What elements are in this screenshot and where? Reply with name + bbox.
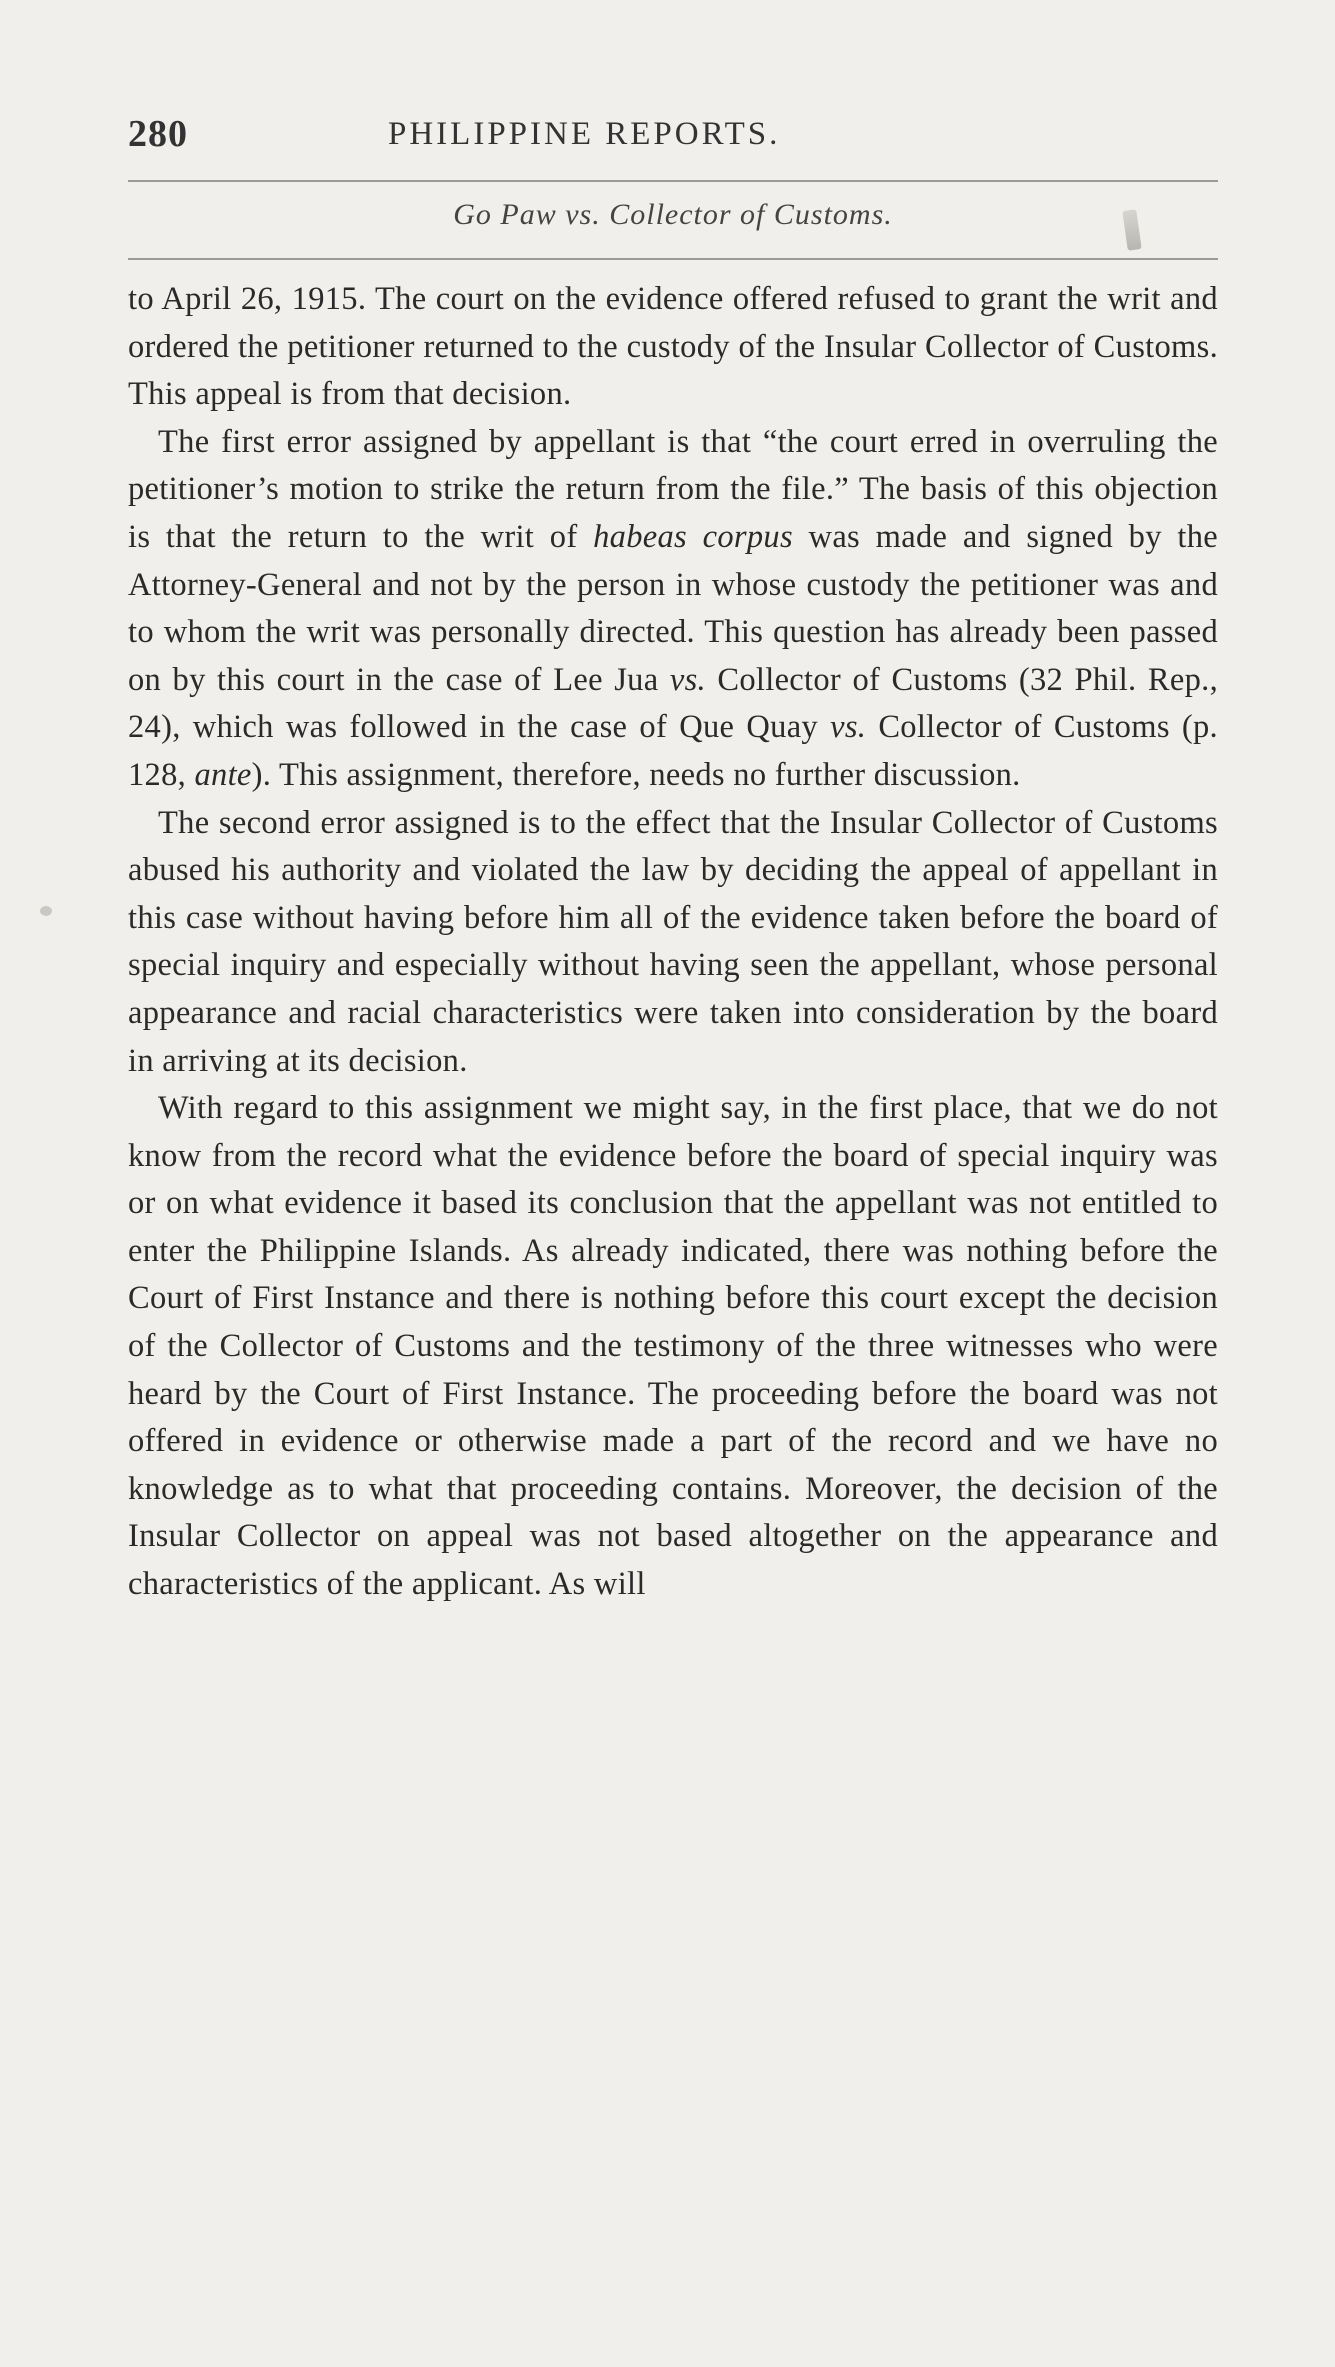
text-span: ). This assignment, therefore, needs no further discussion. <box>251 756 1021 793</box>
reporter-title: PHILIPPINE REPORTS. <box>388 116 781 152</box>
text-span: The first error assigned by appellant is that “the court erred in overruling the petitioner’s motion to strike the return from the file.” The basis of this objection is that the return to the writ of <box>128 423 1218 555</box>
header-rule-top <box>128 180 1218 182</box>
margin-mark <box>40 906 52 916</box>
opinion-body <box>128 276 1218 1609</box>
page-number: 280 <box>128 113 188 155</box>
italic-term: vs. <box>830 709 867 746</box>
paragraph-continuation: to April 26, 1915. The court on the evidence offered refused to grant the writ and ordered the petitioner returned to the custody of the Insular Collector of Customs. This appeal is from that decision. <box>128 281 1218 413</box>
italic-term: habeas corpus <box>593 518 793 555</box>
running-head <box>128 112 1218 172</box>
paragraph-second-error: The second error assigned is to the effect that the Insular Collector of Customs abused his authority and violated the law by deciding the appeal of appellant in this case without having before him all of the evidence taken before the board of special inquiry and especially without having seen the appellant, whose personal appearance and racial characteristics were taken into consideration by the board in arriving at its decision. <box>128 804 1218 1079</box>
case-caption: Go Paw vs. Collector of Customs. <box>453 198 893 231</box>
italic-term: vs. <box>669 661 706 698</box>
text-span: Collector of Customs (32 Phil. Rep., 24), which was followed in the case of Que Quay <box>128 661 1218 746</box>
text-span: was made and signed by the Attorney-General and not by the person in whose custody the petitioner was and to whom the writ was personally directed. This question has already been passed on by this court in the case of Lee Jua <box>128 518 1218 698</box>
italic-term: ante <box>194 756 252 793</box>
paragraph-regard-assignment: With regard to this assignment we might say, in the first place, that we do not know from the record what the evidence before the board of special inquiry was or on what evidence it based its conclusion that the appellant was not entitled to enter the Philippine Islands. As already indicated, there was nothing before the Court of First Instance and there is nothing before this court except the decision of the Collector of Customs and the testimony of the three witnesses who were heard by the Court of First Instance. The proceeding before the board was not offered in evidence or otherwise made a part of the record and we have no knowledge as to what that proceeding contains. Moreover, the decision of the Insular Collector on appeal was not based altogether on the appearance and characteristics of the applicant. As will <box>128 1090 1218 1603</box>
text-span: Collector of Customs (p. 128, <box>128 709 1218 793</box>
header-rule-bottom <box>128 258 1218 260</box>
paragraph-first-error <box>128 419 1218 800</box>
